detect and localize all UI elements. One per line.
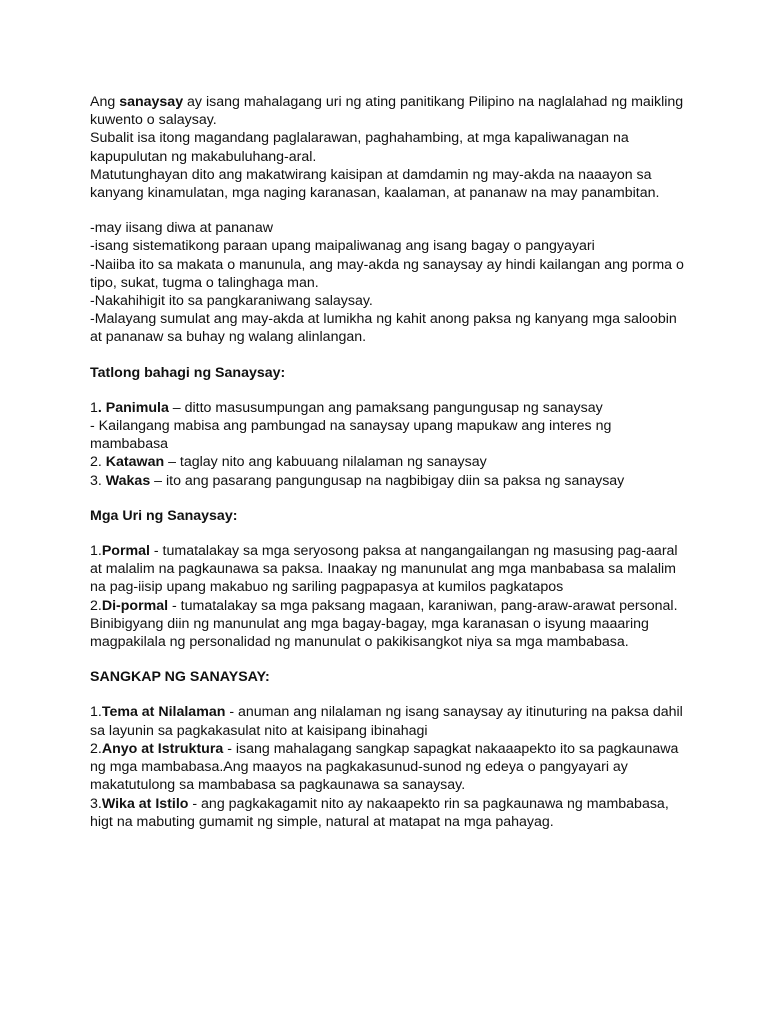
intro-text: Ang (90, 94, 120, 110)
trait-item: -Nakahihigit ito sa pangkaraniwang salaysay. (90, 293, 373, 310)
intro-paragraph-3: Matutunghayan dito ang makatwirang kaisipan at damdamin ng may-akda na naaayon sa kanyang kinamulatan, mga naging karanasan, kaalaman, at pananaw na may panambitan. (90, 166, 660, 202)
part-note: - Kailangang mabisa ang pambungad na sanaysay upang mapukaw ang interes ng mambabasa (90, 418, 612, 453)
term-sanaysay: sanaysay (119, 94, 184, 110)
type-item-di-pormal: 2.Di-pormal - tumatalakay sa mga paksang magaan, karaniwan, pang-araw-arawat personal. Binibigyang diin ng manunulat ang mga bagay-bagay, mga karanasan o isyung maaaring magpakilala ng personalidad ng manunulat o pakikisangkot niya sa mga mambabasa. (90, 597, 678, 651)
document-body (90, 93, 690, 831)
element-item-wika: 3.Wika at Istilo - ang pagkakagamit nito ay nakaapekto rin sa pagkaunawa ng mambabasa, higt na mabuting gumamit ng simple, natural at matapat na mga pahayag. (90, 795, 669, 830)
part-item-katawan: 2. Katawan – taglay nito ang kabuuang nilalaman ng sanaysay (90, 454, 487, 471)
intro-paragraph-1 (90, 93, 690, 129)
section-heading-elements: SANGKAP NG SANAYSAY: (90, 669, 270, 686)
type-item-pormal: 1.Pormal - tumatalakay sa mga seryosong paksa at nangangailangan ng masusing pag-aaral at malalim na pagkaunawa sa paksa. Inaakay ng manunulat ang mga manbabasa sa malalim na pag-iisip upang makabuo ng sariling pagpapasya at kumilos pagkatapos (90, 543, 678, 596)
section-heading-parts: Tatlong bahagi ng Sanaysay: (90, 364, 286, 381)
trait-item: -Malayang sumulat ang may-akda at lumikha ng kahit anong paksa ng kanyang mga saloobin at pananaw sa buhay ng walang alinlangan. (90, 311, 677, 346)
element-item-anyo: 2.Anyo at Istruktura - isang mahalagang sangkap sapagkat nakaaapekto ito sa pagkaunawa ng mga mambabasa.Ang maayos na pagkakasunud-sunod ng edeya o pangyayari ay makatutulong sa mambabasa sa pagkaunawa sa sanaysay. (90, 740, 679, 794)
part-item-wakas: 3. Wakas – ito ang pasarang pangungusap na nagbibigay diin sa paksa ng sanaysay (90, 472, 625, 489)
section-heading-types: Mga Uri ng Sanaysay: (90, 507, 238, 524)
trait-item: -Naiiba ito sa makata o manunula, ang may-akda ng sanaysay ay hindi kailangan ang porma o tipo, sukat, tugma o talinghaga man. (90, 256, 684, 291)
trait-item: -isang sistematikong paraan upang maipaliwanag ang isang bagay o pangyayari (90, 238, 595, 255)
part-item-panimula: 1. Panimula – ditto masusumpungan ang pamaksang pangungusap ng sanaysay (90, 399, 603, 416)
trait-item: -may iisang diwa at pananaw (90, 220, 273, 237)
intro-text: ay isang mahalagang uri ng ating panitikang Pilipino na naglalahad ng maikling kuwento o salaysay. (90, 94, 684, 129)
intro-paragraph-2: Subalit isa itong magandang paglalarawan, paghahambing, at mga kapaliwanagan na kapupulutan ng makabuluhang-aral. (90, 130, 629, 165)
element-item-tema: 1.Tema at Nilalaman - anuman ang nilalaman ng isang sanaysay ay itinuturing na paksa dahil sa layunin sa pagkakasulat nito at kaisipang ibinahagi (90, 704, 683, 739)
